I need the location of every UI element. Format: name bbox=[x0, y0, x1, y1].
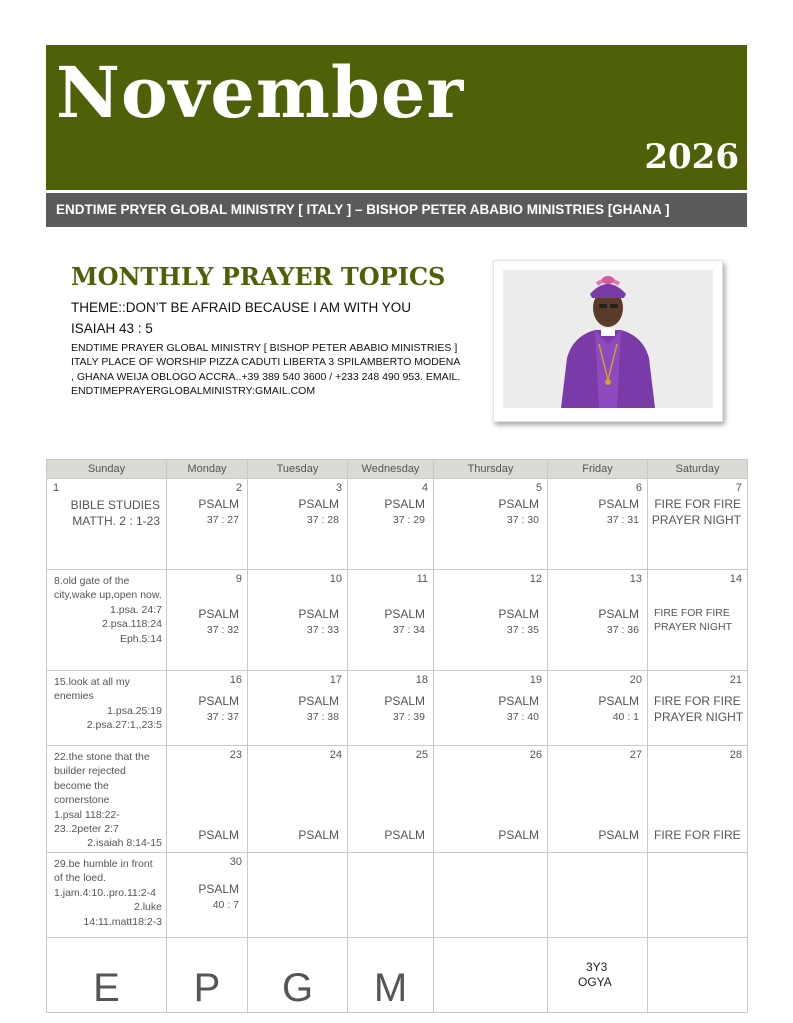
day-cell bbox=[648, 671, 748, 746]
scripture-ref: 2.psa.118:24 bbox=[102, 618, 162, 631]
psalm-ref: 37 : 37 bbox=[206, 711, 239, 723]
topic-text: 15.look at all my enemies bbox=[54, 676, 130, 703]
day-number: 27 bbox=[629, 749, 642, 761]
psalm-reading bbox=[384, 693, 425, 725]
empty-cell bbox=[434, 938, 548, 1013]
empty-cell bbox=[248, 853, 348, 938]
psalm-reading bbox=[298, 606, 339, 638]
day-number: 17 bbox=[329, 674, 342, 686]
prayer-night bbox=[654, 606, 732, 634]
psalm-reading bbox=[198, 606, 239, 638]
psalm-reading bbox=[198, 496, 239, 528]
weekday-sunday: Sunday bbox=[47, 460, 167, 479]
event-line: FIRE FOR FIRE bbox=[654, 694, 741, 708]
day-cell bbox=[167, 853, 248, 938]
psalm-label: PSALM bbox=[298, 497, 339, 511]
psalm-label: PSALM bbox=[198, 882, 239, 896]
footer-letter: E bbox=[93, 966, 120, 1010]
day-cell bbox=[548, 671, 648, 746]
day-cell bbox=[47, 479, 167, 570]
day-cell bbox=[548, 570, 648, 671]
psalm-reading bbox=[498, 606, 539, 638]
topic-text: 8.old gate of the city,wake up,open now. bbox=[54, 575, 162, 602]
address-line: ITALY PLACE OF WORSHIP PIZZA CADUTI LIBERTA 3 SPILAMBERTO MODENA bbox=[71, 356, 461, 369]
psalm-reading bbox=[498, 693, 539, 725]
psalm-label: PSALM bbox=[298, 828, 339, 842]
day-cell bbox=[248, 479, 348, 570]
psalm-label: PSALM bbox=[198, 607, 239, 621]
day-cell bbox=[434, 570, 548, 671]
scripture-ref: 2.isaiah 8:14-15 bbox=[87, 837, 162, 850]
month-banner bbox=[46, 45, 747, 190]
day-cell bbox=[348, 746, 434, 853]
event-line: PRAYER NIGHT bbox=[654, 621, 732, 633]
day-cell bbox=[648, 746, 748, 853]
address-line: , GHANA WEIJA OBLOGO ACCRA..+39 389 540 3600 / +233 248 490 953. EMAIL. bbox=[71, 370, 461, 383]
day-cell bbox=[47, 570, 167, 671]
topic-text: 29.be humble in front of the loed. bbox=[54, 858, 153, 885]
day-number: 28 bbox=[729, 749, 742, 761]
day-number: 10 bbox=[329, 573, 342, 585]
prayer-topic bbox=[54, 574, 162, 646]
psalm-reading bbox=[298, 827, 339, 843]
scripture-ref: 1.jam.4:10..pro.11:2-4 bbox=[54, 886, 156, 899]
empty-cell bbox=[548, 853, 648, 938]
ogya-note bbox=[578, 960, 612, 990]
psalm-ref: 40 : 1 bbox=[612, 711, 639, 723]
psalm-reading bbox=[384, 827, 425, 843]
ministry-bar: ENDTIME PRYER GLOBAL MINISTRY [ ITALY ] – BISHOP PETER ABABIO MINISTRIES [GHANA ] bbox=[46, 193, 747, 227]
day-cell bbox=[248, 570, 348, 671]
week-row bbox=[47, 479, 748, 570]
day-number: 6 bbox=[635, 482, 642, 494]
day-number: 4 bbox=[421, 482, 428, 494]
calendar-grid bbox=[46, 459, 748, 1013]
event-line: FIRE FOR FIRE bbox=[654, 497, 741, 511]
topic-refs bbox=[54, 704, 162, 733]
week-row bbox=[47, 671, 748, 746]
day-number: 9 bbox=[235, 573, 242, 585]
topic-text: 22.the stone that the builder rejected become the cornerstone bbox=[54, 751, 150, 807]
scripture-ref: 1.psa.25:19 bbox=[107, 704, 162, 717]
bishop-photo bbox=[503, 270, 713, 408]
psalm-label: PSALM bbox=[498, 694, 539, 708]
day-number: 2 bbox=[235, 482, 242, 494]
psalm-ref: 37 : 40 bbox=[506, 711, 539, 723]
day-cell bbox=[47, 671, 167, 746]
year-title: 2026 bbox=[644, 137, 739, 177]
psalm-reading bbox=[198, 881, 239, 913]
day-number: 3 bbox=[335, 482, 342, 494]
theme-verse: ISAIAH 43 : 5 bbox=[71, 321, 153, 336]
scripture-ref: Eph.5:14 bbox=[119, 632, 162, 645]
empty-cell bbox=[348, 853, 434, 938]
prayer-topic bbox=[54, 857, 162, 929]
scripture-ref: 2.psa.27:1,,23:5 bbox=[86, 719, 162, 732]
psalm-ref: 37 : 27 bbox=[206, 514, 239, 526]
psalm-label: PSALM bbox=[498, 607, 539, 621]
day-cell bbox=[167, 570, 248, 671]
psalm-label: PSALM bbox=[384, 497, 425, 511]
psalm-label: PSALM bbox=[198, 497, 239, 511]
week-row bbox=[47, 570, 748, 671]
week-row bbox=[47, 746, 748, 853]
footer-letter: M bbox=[373, 966, 408, 1010]
day-event bbox=[71, 497, 160, 529]
weekday-header bbox=[47, 460, 748, 479]
day-number: 18 bbox=[415, 674, 428, 686]
footer-cell bbox=[248, 938, 348, 1013]
day-cell bbox=[348, 479, 434, 570]
weekday-thursday: Thursday bbox=[434, 460, 548, 479]
day-number: 24 bbox=[329, 749, 342, 761]
topics-title: MONTHLY PRAYER TOPICS bbox=[71, 262, 446, 291]
psalm-ref: 37 : 38 bbox=[306, 711, 339, 723]
footer-cell bbox=[348, 938, 434, 1013]
psalm-ref: 37 : 29 bbox=[392, 514, 425, 526]
psalm-label: PSALM bbox=[498, 828, 539, 842]
psalm-label: PSALM bbox=[298, 607, 339, 621]
event-line: PRAYER NIGHT bbox=[654, 710, 744, 724]
bishop-photo-frame bbox=[493, 260, 723, 422]
day-cell bbox=[47, 853, 167, 938]
day-cell bbox=[548, 746, 648, 853]
psalm-ref: 37 : 32 bbox=[206, 624, 239, 636]
psalm-reading bbox=[598, 496, 639, 528]
psalm-reading bbox=[298, 496, 339, 528]
event-line: PRAYER NIGHT bbox=[651, 513, 741, 527]
event-line: FIRE FOR FIRE bbox=[654, 828, 741, 842]
day-cell bbox=[648, 479, 748, 570]
psalm-ref: 37 : 39 bbox=[392, 711, 425, 723]
day-number: 5 bbox=[535, 482, 542, 494]
day-number: 21 bbox=[729, 674, 742, 686]
psalm-label: PSALM bbox=[384, 694, 425, 708]
psalm-label: PSALM bbox=[598, 607, 639, 621]
prayer-night bbox=[652, 496, 741, 528]
day-number: 13 bbox=[629, 573, 642, 585]
week-row bbox=[47, 853, 748, 938]
scripture-ref: 1.psal 118:22-23..2peter 2:7 bbox=[54, 808, 120, 836]
psalm-reading bbox=[498, 827, 539, 843]
weekday-wednesday: Wednesday bbox=[348, 460, 434, 479]
psalm-label: PSALM bbox=[384, 828, 425, 842]
event-line: BIBLE STUDIES bbox=[70, 498, 160, 512]
ogya-top: 3Y3 bbox=[586, 960, 608, 974]
footer-letter: G bbox=[281, 966, 314, 1010]
psalm-reading bbox=[384, 496, 425, 528]
bishop-illustration bbox=[503, 270, 713, 408]
psalm-reading bbox=[598, 606, 639, 638]
psalm-label: PSALM bbox=[598, 828, 639, 842]
topic-refs bbox=[54, 900, 162, 929]
psalm-label: PSALM bbox=[598, 497, 639, 511]
footer-letter: P bbox=[193, 966, 221, 1010]
prayer-night bbox=[654, 827, 741, 843]
address-line: ENDTIME PRAYER GLOBAL MINISTRY [ BISHOP PETER ABABIO MINISTRIES ] bbox=[71, 342, 458, 354]
address-line: ENDTIMEPRAYERGLOBALMINISTRY:GMAIL.COM bbox=[71, 384, 316, 397]
psalm-reading bbox=[198, 827, 239, 843]
psalm-reading bbox=[298, 693, 339, 725]
day-number: 26 bbox=[529, 749, 542, 761]
weekday-tuesday: Tuesday bbox=[248, 460, 348, 479]
scripture-ref: 14:11.matt18:2-3 bbox=[83, 915, 162, 928]
psalm-reading bbox=[384, 606, 425, 638]
day-number: 25 bbox=[415, 749, 428, 761]
footer-cell bbox=[548, 938, 648, 1013]
weekday-friday: Friday bbox=[548, 460, 648, 479]
scripture-ref: 1.psa. 24:7 bbox=[110, 603, 162, 616]
day-cell bbox=[167, 671, 248, 746]
theme-text: THEME::DON’T BE AFRAID BECAUSE I AM WITH YOU bbox=[71, 300, 412, 315]
day-cell bbox=[167, 479, 248, 570]
psalm-label: PSALM bbox=[598, 694, 639, 708]
prayer-topic bbox=[54, 750, 162, 851]
ogya-text: OGYA bbox=[578, 975, 612, 989]
day-cell bbox=[434, 479, 548, 570]
weekday-monday: Monday bbox=[167, 460, 248, 479]
day-number: 20 bbox=[629, 674, 642, 686]
day-cell bbox=[648, 570, 748, 671]
day-number: 23 bbox=[229, 749, 242, 761]
weekday-saturday: Saturday bbox=[648, 460, 748, 479]
psalm-ref: 37 : 28 bbox=[306, 514, 339, 526]
psalm-label: PSALM bbox=[384, 607, 425, 621]
event-line: FIRE FOR FIRE bbox=[654, 607, 730, 619]
day-cell bbox=[248, 746, 348, 853]
day-cell bbox=[548, 479, 648, 570]
day-cell bbox=[167, 746, 248, 853]
day-number: 12 bbox=[529, 573, 542, 585]
psalm-ref: 37 : 30 bbox=[506, 514, 539, 526]
psalm-ref: 37 : 31 bbox=[606, 514, 639, 526]
footer-row bbox=[47, 938, 748, 1013]
day-cell bbox=[47, 746, 167, 853]
psalm-label: PSALM bbox=[298, 694, 339, 708]
day-cell bbox=[434, 671, 548, 746]
psalm-label: PSALM bbox=[198, 694, 239, 708]
psalm-ref: 37 : 35 bbox=[506, 624, 539, 636]
psalm-ref: 37 : 34 bbox=[392, 624, 425, 636]
event-line: MATTH. 2 : 1-23 bbox=[72, 514, 160, 528]
day-number: 1 bbox=[53, 482, 60, 494]
ministry-address bbox=[71, 341, 471, 398]
psalm-reading bbox=[598, 693, 639, 725]
psalm-reading bbox=[198, 693, 239, 725]
prayer-topic bbox=[54, 675, 162, 733]
psalm-ref: 37 : 36 bbox=[606, 624, 639, 636]
psalm-label: PSALM bbox=[498, 497, 539, 511]
psalm-reading bbox=[598, 827, 639, 843]
day-number: 30 bbox=[229, 856, 242, 868]
footer-cell bbox=[167, 938, 248, 1013]
day-number: 19 bbox=[529, 674, 542, 686]
empty-cell bbox=[434, 853, 548, 938]
psalm-ref: 40 : 7 bbox=[212, 899, 239, 911]
day-cell bbox=[248, 671, 348, 746]
psalm-label: PSALM bbox=[198, 828, 239, 842]
day-cell bbox=[348, 671, 434, 746]
topic-refs bbox=[54, 603, 162, 646]
empty-cell bbox=[648, 853, 748, 938]
prayer-night bbox=[654, 693, 743, 725]
footer-cell bbox=[47, 938, 167, 1013]
day-number: 14 bbox=[729, 573, 742, 585]
empty-cell bbox=[648, 938, 748, 1013]
month-title: November bbox=[56, 51, 465, 134]
day-cell bbox=[434, 746, 548, 853]
psalm-ref: 37 : 33 bbox=[306, 624, 339, 636]
psalm-reading bbox=[498, 496, 539, 528]
day-number: 16 bbox=[229, 674, 242, 686]
day-number: 7 bbox=[735, 482, 742, 494]
day-number: 11 bbox=[416, 573, 428, 585]
scripture-ref: 2.luke bbox=[133, 901, 162, 914]
day-cell bbox=[348, 570, 434, 671]
